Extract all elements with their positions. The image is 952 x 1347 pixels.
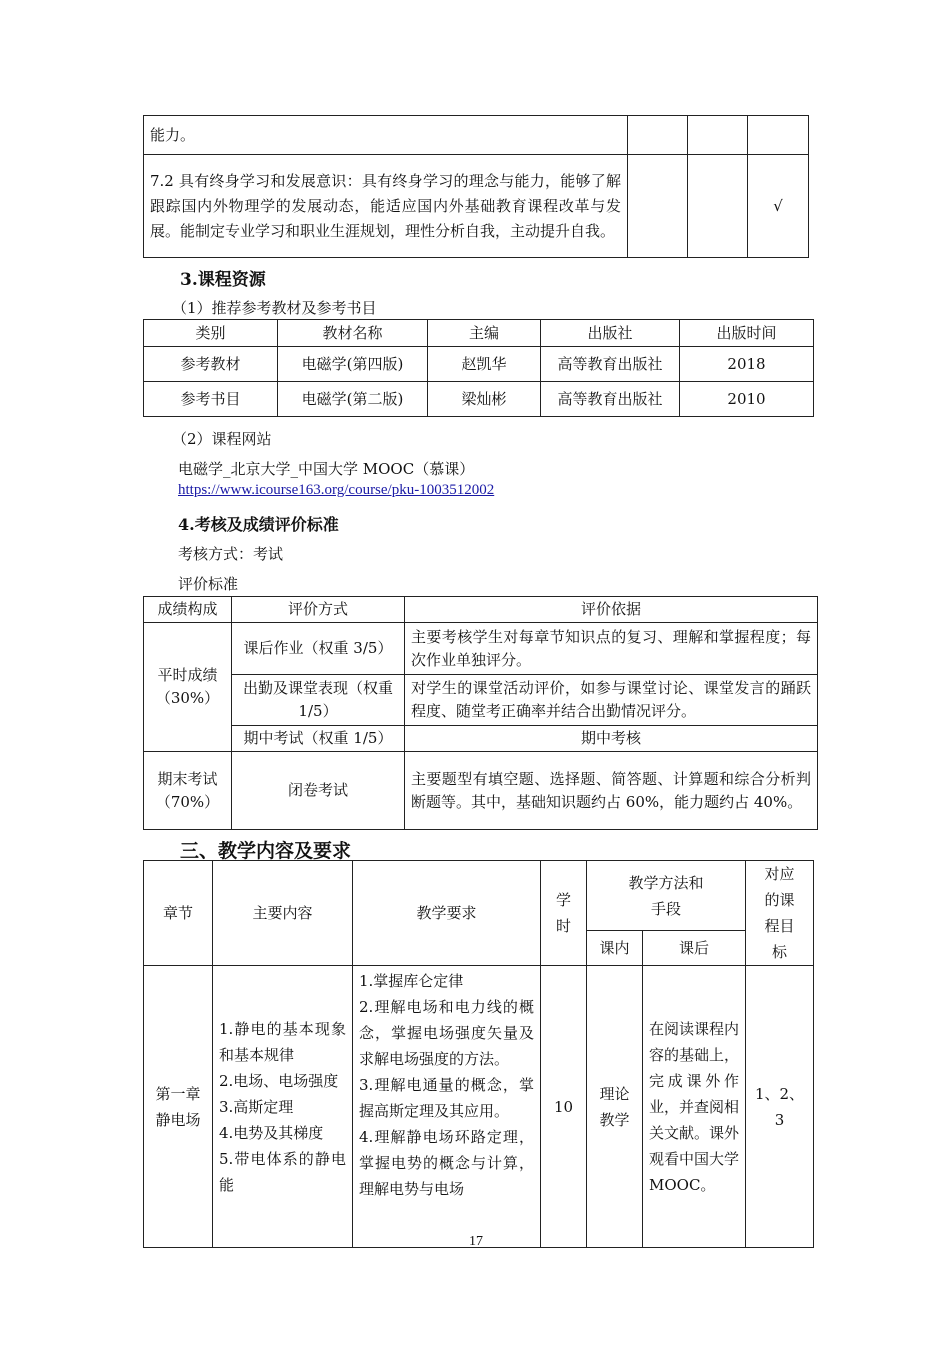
requirement-item: 2.理解电场和电力线的概念，掌握电场强度矢量及求解电场强度的方法。 [359, 998, 534, 1068]
books-header: 主编 [428, 320, 541, 347]
grading-method: 课后作业（权重 3/5） [232, 623, 405, 675]
grading-basis: 对学生的课堂活动评价，如参与课堂讨论、课堂发言的踊跃程度、随堂考正确率并结合出勤情况评分。 [405, 675, 818, 726]
grading-method: 期中考试（权重 1/5） [232, 726, 405, 752]
books-cell: 梁灿彬 [428, 382, 541, 417]
books-cell: 电磁学(第二版) [278, 382, 428, 417]
grading-table [143, 596, 818, 830]
books-cell: 赵凯华 [428, 347, 541, 382]
books-cell: 参考教材 [144, 347, 278, 382]
final-grade-cell: 期末考试（70%） [144, 752, 232, 830]
books-cell: 2010 [680, 382, 814, 417]
requirement-item: 4.理解静电场环路定理，掌握电势的概念与计算，理解电势与电场 [359, 1128, 534, 1198]
usual-grade-cell: 平时成绩（30%） [144, 623, 232, 752]
chapter-1-name: 第一章静电场 [144, 966, 213, 1248]
assessment-method: 考核方式：考试 [178, 545, 284, 563]
section-3-sub1: （1）推荐参考教材及参考书目 [172, 299, 377, 317]
page-number: 17 [469, 1234, 483, 1249]
books-header: 出版社 [541, 320, 680, 347]
header-requirement: 教学要求 [353, 861, 541, 966]
books-cell: 高等教育出版社 [541, 382, 680, 417]
grading-method: 出勤及课堂表现（权重 1/5） [232, 675, 405, 726]
books-table [143, 319, 814, 417]
objective-7-2-text: 7.2 具有终身学习和发展意识：具有终身学习的理念与能力，能够了解跟踪国内外物理学的发展动态，能适应国内外基础教育课程改革与发展。能制定专业学习和职业生涯规划，理性分析自我，主动提升自我。 [144, 155, 628, 258]
criteria-label: 评价标准 [178, 575, 239, 593]
grading-basis: 主要考核学生对每章节知识点的复习、理解和掌握程度；每次作业单独评分。 [405, 623, 818, 675]
check-mark: √ [748, 155, 809, 258]
chapter-1-content [213, 966, 353, 1248]
header-in-class: 课内 [587, 931, 643, 966]
objective-text-cell: 能力。 [144, 116, 628, 155]
requirement-item: 1.掌握库仑定律 [359, 972, 464, 990]
final-basis: 主要题型有填空题、选择题、简答题、计算题和综合分析判断题等。其中，基础知识题约占 60%，能力题约占 40%。 [405, 752, 818, 830]
chapter-1-in-class: 理论教学 [587, 966, 643, 1248]
grading-header: 评价依据 [405, 597, 818, 623]
header-chapter: 章节 [144, 861, 213, 966]
grading-header: 成绩构成 [144, 597, 232, 623]
chapter-1-hours: 10 [541, 966, 587, 1248]
content-item: 1.静电的基本现象和基本规律 [219, 1019, 346, 1064]
header-methods: 教学方法和手段 [587, 861, 746, 931]
content-item: 2.电场、电场强度 [219, 1071, 339, 1090]
books-cell: 2018 [680, 347, 814, 382]
books-header: 教材名称 [278, 320, 428, 347]
books-header: 出版时间 [680, 320, 814, 347]
grading-basis: 期中考核 [405, 726, 818, 752]
chapter-1-after-class: 在阅读课程内容的基础上，完成课外作业，并查阅相关文献。课外观看中国大学MOOC。 [643, 966, 746, 1248]
content-item: 3.高斯定理 [219, 1097, 294, 1116]
section-3-sub2: （2）课程网站 [172, 430, 272, 448]
chapter-1-requirement [353, 966, 541, 1248]
objectives-table [143, 115, 809, 258]
books-cell: 电磁学(第四版) [278, 347, 428, 382]
books-cell: 高等教育出版社 [541, 347, 680, 382]
chapter-1-target: 1、2、3 [746, 966, 814, 1248]
part-3-title: 三、教学内容及要求 [180, 840, 352, 862]
header-hours: 学时 [541, 861, 587, 966]
final-method: 闭卷考试 [232, 752, 405, 830]
course-site-link[interactable]: https://www.icourse163.org/course/pku-1003512002 [178, 482, 495, 498]
section-4-title: 4.考核及成绩评价标准 [178, 515, 339, 534]
course-site-name: 电磁学_北京大学_中国大学 MOOC（慕课） [178, 460, 475, 478]
teaching-content-table [143, 860, 814, 1248]
requirement-item: 3.理解电通量的概念，掌握高斯定理及其应用。 [359, 1076, 534, 1120]
header-target: 对应的课程目标 [746, 861, 814, 966]
section-3-title: 3.课程资源 [180, 270, 266, 290]
content-item: 4.电势及其梯度 [219, 1123, 324, 1142]
grading-header: 评价方式 [232, 597, 405, 623]
content-item: 5.带电体系的静电能 [219, 1149, 346, 1194]
header-content: 主要内容 [213, 861, 353, 966]
books-header: 类别 [144, 320, 278, 347]
books-cell: 参考书目 [144, 382, 278, 417]
header-after-class: 课后 [643, 931, 746, 966]
